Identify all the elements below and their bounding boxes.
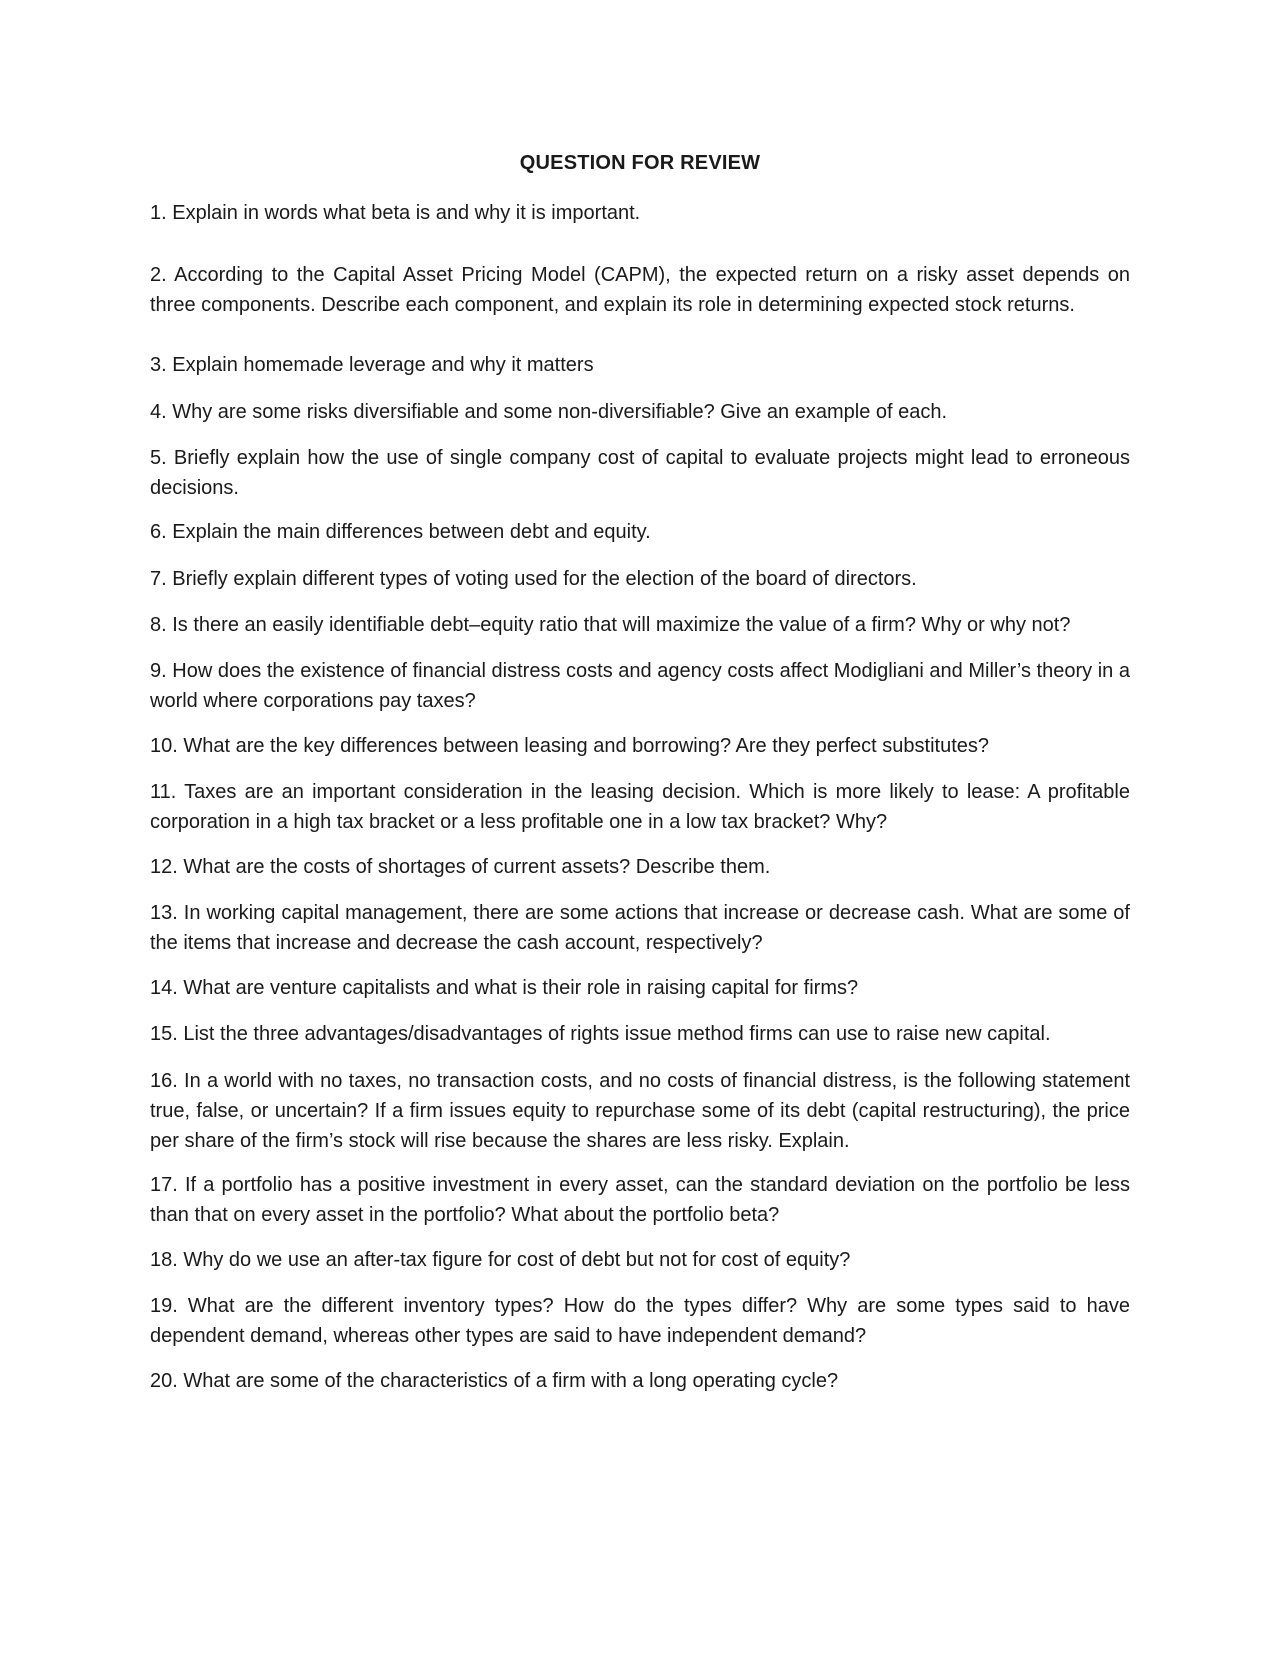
question-19: 19. What are the different inventory types? How do the types differ? Why are some types said to have dependent demand, whereas other types are said to have independent demand? (150, 1295, 1130, 1347)
question-14: 14. What are venture capitalists and what is their role in raising capital for firms? (150, 977, 859, 999)
question-13: 13. In working capital management, there are some actions that increase or decrease cash. What are some of the items that increase and decrease the cash account, respectively? (150, 902, 1130, 954)
question-15: 15. List the three advantages/disadvantages of rights issue method firms can use to raise new capital. (150, 1023, 1051, 1045)
page-title: QUESTION FOR REVIEW (519, 152, 761, 174)
question-6: 6. Explain the main differences between debt and equity. (150, 521, 651, 543)
question-12: 12. What are the costs of shortages of current assets? Describe them. (150, 856, 771, 878)
question-4: 4. Why are some risks diversifiable and some non-diversifiable? Give an example of each. (150, 401, 948, 423)
question-2: 2. According to the Capital Asset Pricing Model (CAPM), the expected return on a risky asset depends on three components. Describe each component, and explain its role in determining expected stock returns. (150, 264, 1130, 316)
question-9: 9. How does the existence of financial distress costs and agency costs affect Modigliani and Miller’s theory in a world where corporations pay taxes? (150, 660, 1130, 712)
question-7: 7. Briefly explain different types of voting used for the election of the board of directors. (150, 568, 917, 590)
question-1: 1. Explain in words what beta is and why it is important. (150, 202, 641, 224)
question-18: 18. Why do we use an after-tax figure for cost of debt but not for cost of equity? (150, 1249, 851, 1271)
question-16: 16. In a world with no taxes, no transaction costs, and no costs of financial distress, is the following statement true, false, or uncertain? If a firm issues equity to repurchase some of its debt (capital restructuring), the price per share of the firm’s stock will rise because the shares are less risky. Explain. (150, 1070, 1130, 1152)
question-11: 11. Taxes are an important consideration in the leasing decision. Which is more likely to lease: A profitable corporation in a high tax bracket or a less profitable one in a low tax bracket? Why? (150, 781, 1130, 833)
question-17: 17. If a portfolio has a positive investment in every asset, can the standard deviation on the portfolio be less than that on every asset in the portfolio? What about the portfolio beta? (150, 1174, 1130, 1226)
question-20: 20. What are some of the characteristics of a firm with a long operating cycle? (150, 1370, 839, 1392)
question-10: 10. What are the key differences between leasing and borrowing? Are they perfect substitutes? (150, 735, 990, 757)
question-8: 8. Is there an easily identifiable debt–equity ratio that will maximize the value of a firm? Why or why not? (150, 614, 1071, 636)
question-5: 5. Briefly explain how the use of single company cost of capital to evaluate projects might lead to erroneous decisions. (150, 447, 1130, 499)
question-3: 3. Explain homemade leverage and why it matters (150, 354, 594, 376)
